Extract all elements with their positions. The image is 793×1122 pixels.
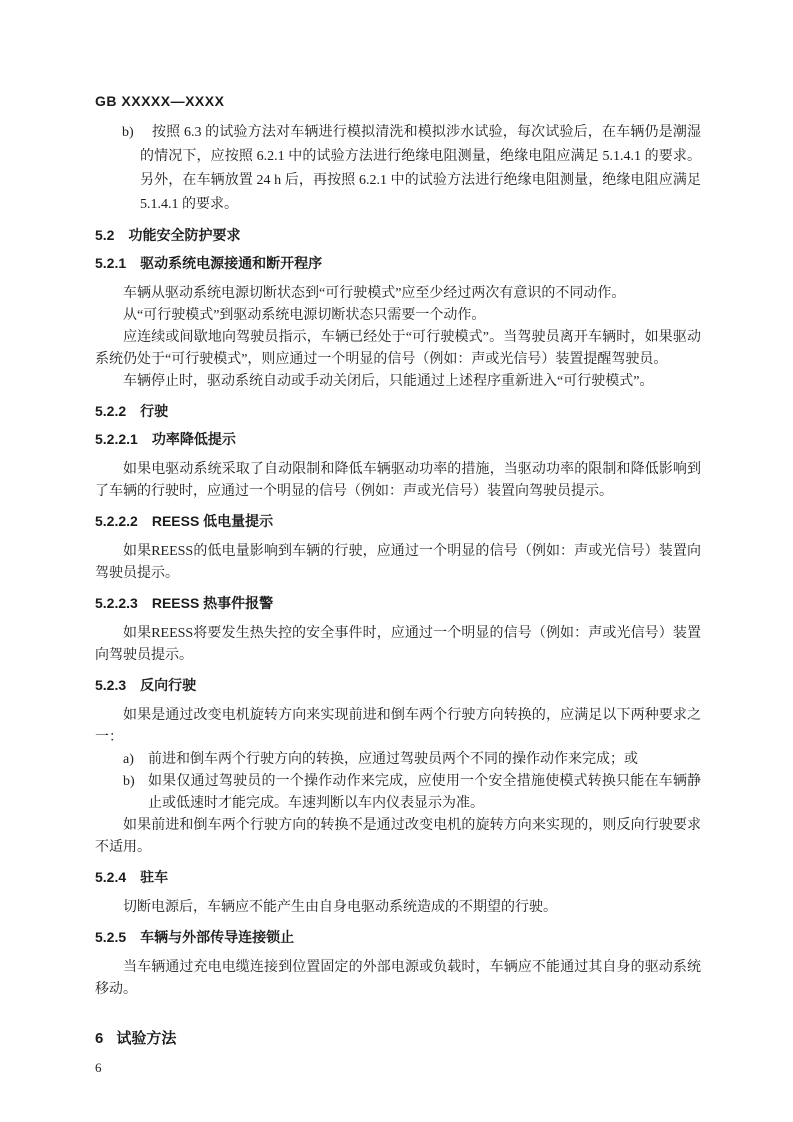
heading-title: 反向行驶 (140, 677, 197, 693)
paragraph: 从“可行驶模式”到驱动系统电源切断状态只需要一个动作。 (123, 308, 486, 323)
heading-title: 行驶 (140, 403, 169, 419)
heading-5-2-1 (95, 255, 701, 272)
paragraph: 如果电驱动系统采取了自动限制和降低车辆驱动功率的措施，当驱动功率的限制和降低影响到了车辆的行驶时，应通过一个明显的信号（例如：声或光信号）装置向驾驶员提示。 (95, 462, 701, 499)
heading-6 (95, 1029, 701, 1048)
heading-number: 5.2 (95, 227, 115, 243)
list-item-text: 按照 6.3 的试验方法对车辆进行模拟清洗和模拟涉水试验，每次试验后，在车辆仍是潮湿的情况下，应按照 6.2.1 中的试验方法进行绝缘电阻测量，绝缘电阻应满足 5.1.4.1 的要求。另外，在车辆放置 24 h 后，再按照 6.2.1 中的试验方法进行绝缘电阻测量，绝缘电阻应满足 5.1.4.1 的要求。 (140, 125, 701, 212)
paragraph: 车辆停止时，驱动系统自动或手动关闭后，只能通过上述程序重新进入“可行驶模式”。 (123, 374, 654, 389)
list-item-b-continued (95, 121, 701, 217)
paragraph: 切断电源后，车辆应不能产生由自身电驱动系统造成的不期望的行驶。 (123, 900, 557, 915)
heading-title: 功率降低提示 (151, 431, 236, 447)
paragraph: 当车辆通过充电电缆连接到位置固定的外部电源或负载时，车辆应不能通过其自身的驱动系统移动。 (95, 960, 701, 997)
heading-number: 5.2.2.3 (95, 595, 138, 611)
heading-5-2-5 (95, 929, 701, 946)
list-item-text: 前进和倒车两个行驶方向的转换，应通过驾驶员两个不同的操作动作来完成；或 (148, 752, 638, 767)
heading-title: 功能安全防护要求 (128, 227, 241, 243)
list-item-label: b) (122, 125, 134, 140)
heading-number: 5.2.1 (95, 255, 127, 271)
heading-title: REESS 热事件报警 (151, 595, 274, 611)
heading-title: 车辆与外部传导连接锁止 (140, 929, 295, 945)
heading-5-2-2-2 (95, 513, 701, 530)
heading-title: REESS 低电量提示 (151, 513, 274, 529)
heading-number: 5.2.2.2 (95, 513, 138, 529)
heading-number: 5.2.4 (95, 869, 127, 885)
list-item-label: b) (123, 774, 135, 789)
heading-number: 5.2.2.1 (95, 431, 138, 447)
doc-code-header: GB XXXXX—XXXX (95, 93, 225, 109)
heading-5-2-3 (95, 677, 701, 694)
heading-number: 5.2.2 (95, 403, 127, 419)
paragraph: 如果REESS的低电量影响到车辆的行驶，应通过一个明显的信号（例如：声或光信号）装置向驾驶员提示。 (95, 544, 701, 581)
paragraph: 车辆从驱动系统电源切断状态到“可行驶模式”应至少经过两次有意识的不同动作。 (123, 286, 626, 301)
page-number: 6 (95, 1060, 102, 1075)
heading-number: 6 (95, 1030, 104, 1047)
list-item-label: a) (123, 752, 134, 767)
heading-title: 驱动系统电源接通和断开程序 (140, 255, 323, 271)
heading-5-2-2-1 (95, 431, 701, 448)
list-item-a (95, 749, 701, 771)
list-item-text: 如果仅通过驾驶员的一个操作动作来完成，应使用一个安全措施使模式转换只能在车辆静止或低速时才能完成。车速判断以车内仪表显示为准。 (148, 774, 701, 811)
heading-number: 5.2.3 (95, 677, 127, 693)
paragraph: 如果是通过改变电机旋转方向来实现前进和倒车两个行驶方向转换的，应满足以下两种要求之一： (95, 708, 701, 745)
heading-title: 试验方法 (116, 1030, 177, 1047)
heading-number: 5.2.5 (95, 929, 127, 945)
heading-title: 驻车 (140, 869, 169, 885)
heading-5-2 (95, 227, 701, 244)
heading-5-2-4 (95, 869, 701, 886)
list-item-b (95, 771, 701, 815)
paragraph: 如果REESS将要发生热失控的安全事件时，应通过一个明显的信号（例如：声或光信号）装置向驾驶员提示。 (95, 626, 701, 663)
heading-5-2-2 (95, 403, 701, 420)
heading-5-2-2-3 (95, 595, 701, 612)
paragraph: 如果前进和倒车两个行驶方向的转换不是通过改变电机的旋转方向来实现的，则反向行驶要求不适用。 (95, 818, 701, 855)
paragraph: 应连续或间歇地向驾驶员指示，车辆已经处于“可行驶模式”。当驾驶员离开车辆时，如果驱动系统仍处于“可行驶模式”，则应通过一个明显的信号（例如：声或光信号）装置提醒驾驶员。 (95, 330, 701, 367)
